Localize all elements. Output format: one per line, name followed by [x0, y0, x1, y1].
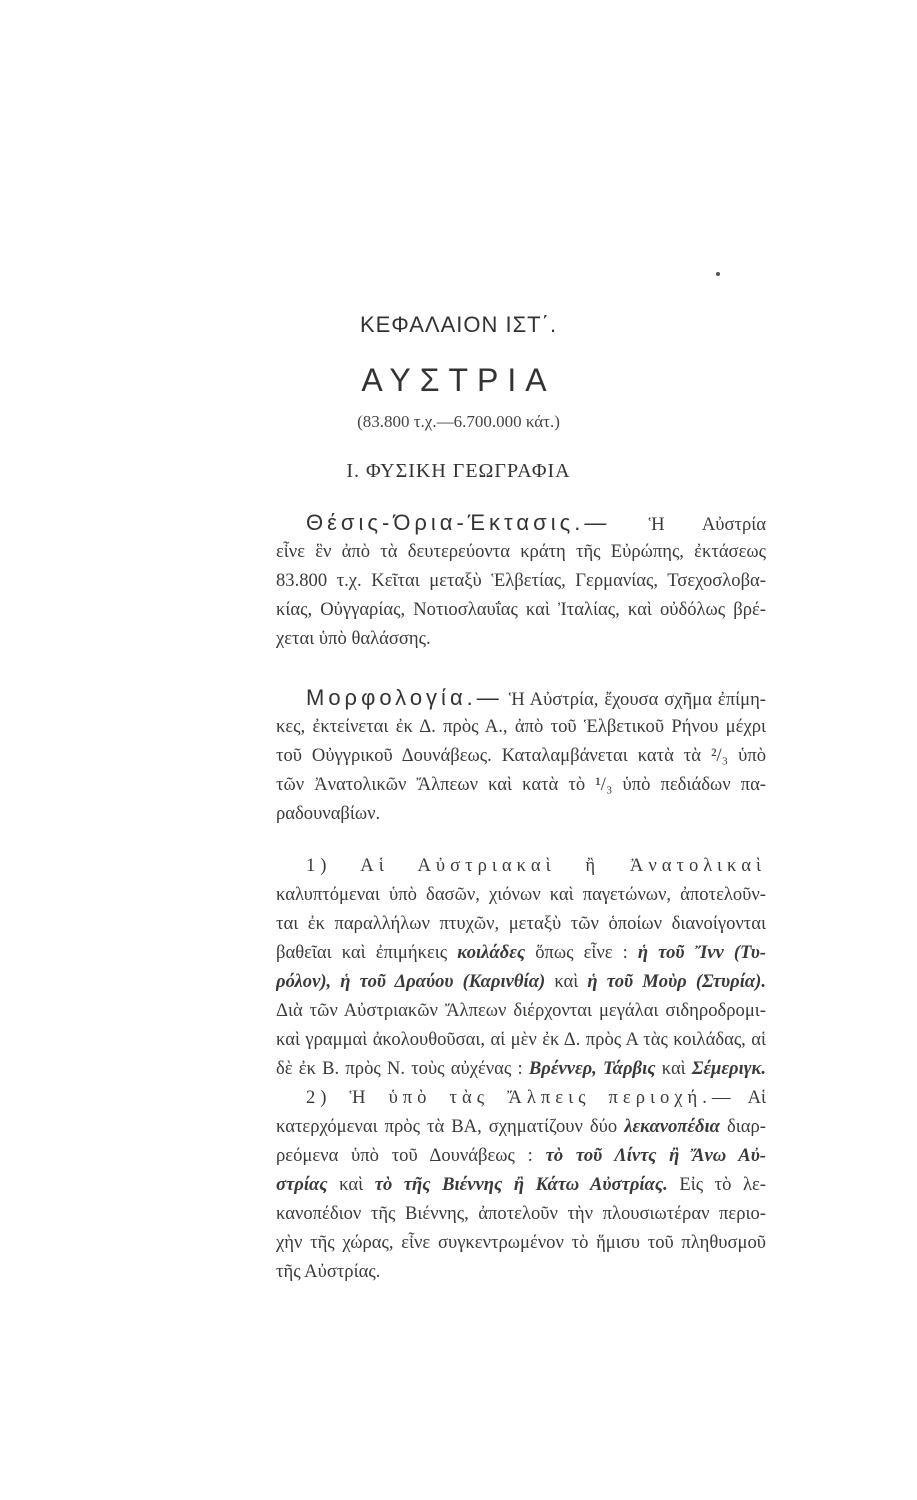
- paragraph-line: 83.800 τ.χ. Κεῖται μεταξὺ Ἑλβετίας, Γερμανίας, Τσεχοσλοβα-: [276, 570, 766, 591]
- paragraph-line: 2) Ἡ ὑπὸ τὰς Ἄλπεις περιοχή.— Αἱ: [306, 1087, 766, 1108]
- paragraph-line: τῶν Ἀνατολικῶν Ἄλπεων καὶ κατὰ τὸ ¹/₃ ὑπὸ πεδιάδων πα-: [276, 774, 766, 795]
- country-title: ΑΥΣΤΡΙΑ: [361, 362, 556, 398]
- paragraph-alpine-region: [276, 1083, 766, 1286]
- paragraph-austrian-alps: [276, 851, 766, 1083]
- paragraph-position-borders-area: [276, 508, 766, 653]
- ink-dot: [716, 272, 720, 276]
- paragraph-heading: 2) Ἡ ὑπὸ τὰς Ἄλπεις περιοχή.—: [306, 1087, 736, 1108]
- paragraph-line: εἶνε ἓν ἀπὸ τὰ δευτερεύοντα κράτη τῆς Εὐρώπης, ἐκτάσεως: [276, 541, 766, 562]
- paragraph-line: τοῦ Οὐγγρικοῦ Δουνάβεως. Καταλαμβάνεται κατὰ τὰ ²/₃ ὑπὸ: [276, 745, 766, 766]
- paragraph-line: κες, ἐκτείνεται ἐκ Δ. πρὸς Α., ἀπὸ τοῦ Ἑλβετικοῦ Ρήνου μέχρι: [276, 716, 766, 737]
- paragraph-line: ται ἐκ παραλλήλων πτυχῶν, μεταξὺ τῶν ὁποίων διανοίγονται: [276, 913, 766, 934]
- paragraph-line: Θέσις-Όρια-Έκτασις.— Ἡ Αὐστρία: [306, 510, 766, 535]
- paragraph-heading: Θέσις-Όρια-Έκτασις.—: [306, 510, 611, 535]
- paragraph-line: χεται ὑπὸ θαλάσσης.: [276, 628, 431, 649]
- paragraph-line: τῆς Αὐστρίας.: [276, 1261, 381, 1282]
- paragraph-line: Μορφολογία.— Ἡ Αὐστρία, ἔχουσα σχῆμα ἐπίμη-: [306, 685, 766, 710]
- paragraph-line: ραδουναβίων.: [276, 803, 381, 824]
- paragraph-line: καλυπτόμεναι ὑπὸ δασῶν, χιόνων καὶ παγετώνων, ἀποτελοῦν-: [276, 884, 766, 905]
- paragraph-line: χὴν τῆς χώρας, εἶνε συγκεντρωμένον τὸ ἥμισυ τοῦ πληθυσμοῦ: [276, 1232, 766, 1253]
- paragraph-line: βαθεῖαι καὶ ἐπιμήκεις κοιλάδες ὅπως εἶνε : ἡ τοῦ Ἴνν (Τυ-: [276, 942, 766, 963]
- chapter-title: ΚΕΦΑΛΑΙΟΝ ΙΣΤ΄.: [359, 312, 558, 337]
- paragraph-line: καὶ γραμμαὶ ἀκολουθοῦσαι, αἱ μὲν ἐκ Δ. πρὸς Α τὰς κοιλάδας, αἱ: [276, 1029, 766, 1050]
- paragraph-line: ρεόμενα ὑπὸ τοῦ Δουνάβεως : τὸ τοῦ Λίντς ἢ Ἄνω Αὐ-: [276, 1145, 766, 1166]
- section-title: Ι. ΦΥΣΙΚΗ ΓΕΩΓΡΑΦΙΑ: [346, 460, 571, 482]
- paragraph-heading: Μορφολογία.—: [306, 685, 503, 710]
- paragraph-line: στρίας καὶ τὸ τῆς Βιέννης ἢ Κάτω Αὐστρίας. Εἰς τὸ λε-: [276, 1174, 766, 1195]
- paragraph-line: κανοπέδιον τῆς Βιέννης, ἀποτελοῦν τὴν πλουσιωτέραν περιο-: [276, 1203, 766, 1224]
- paragraph-heading: 1) Αἱ Αὐστριακαὶ ἢ Ἀνατολικαὶ: [306, 855, 766, 876]
- area-population-stats: (83.800 τ.χ.—6.700.000 κάτ.): [357, 412, 560, 431]
- paragraph-line: ρόλον), ἡ τοῦ Δραύου (Καρινθία) καὶ ἡ τοῦ Μοὺρ (Στυρία).: [276, 971, 766, 992]
- paragraph-line: κίας, Οὐγγαρίας, Νοτιοσλαυΐας καὶ Ἰταλίας, καὶ οὐδόλως βρέ-: [276, 599, 766, 620]
- paragraph-line: Διὰ τῶν Αὐστριακῶν Ἄλπεων διέρχονται μεγάλαι σιδηροδρομι-: [276, 1000, 766, 1021]
- paragraph-line: κατερχόμεναι πρὸς τὰ ΒΑ, σχηματίζουν δύο λεκανοπέδια διαρ-: [276, 1116, 766, 1137]
- paragraph-morphology: [276, 683, 766, 828]
- paragraph-line: δὲ ἐκ Β. πρὸς Ν. τοὺς αὐχένας : Βρέννερ, Τάρβις καὶ Σέμεριγκ.: [276, 1058, 766, 1079]
